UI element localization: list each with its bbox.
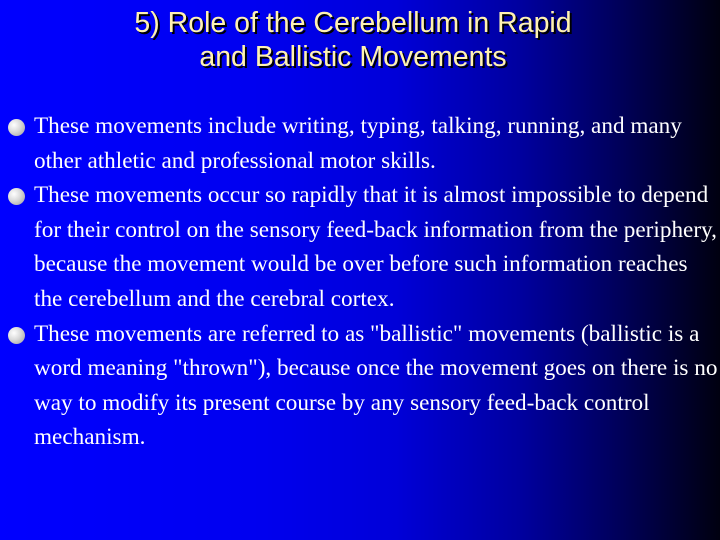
bullet-list xyxy=(8,109,720,455)
bullet-item xyxy=(8,178,720,316)
bullet-text: These movements are referred to as "ballistic" movements (ballistic is a word meaning "thrown"), because once the movement goes on there is no way to modify its present course by any sensory feed-back control mechanism. xyxy=(34,320,718,451)
bullet-item xyxy=(8,317,720,455)
title-line-2: and Ballistic Movements xyxy=(199,41,507,73)
slide-title xyxy=(0,6,706,74)
bullet-text: These movements occur so rapidly that it is almost impossible to depend for their control on the sensory feed-back information from the periphery, because the movement would be over before such information reaches the cerebellum and the cerebral cortex. xyxy=(34,182,717,312)
bullet-text: These movements include writing, typing, talking, running, and many other athletic and professional motor skills. xyxy=(34,113,682,174)
bullet-item xyxy=(8,109,720,178)
bullet-dot-icon xyxy=(8,188,25,205)
bullet-dot-icon xyxy=(8,119,25,136)
title-line-1: 5) Role of the Cerebellum in Rapid xyxy=(134,7,572,39)
bullet-dot-icon xyxy=(8,327,25,344)
